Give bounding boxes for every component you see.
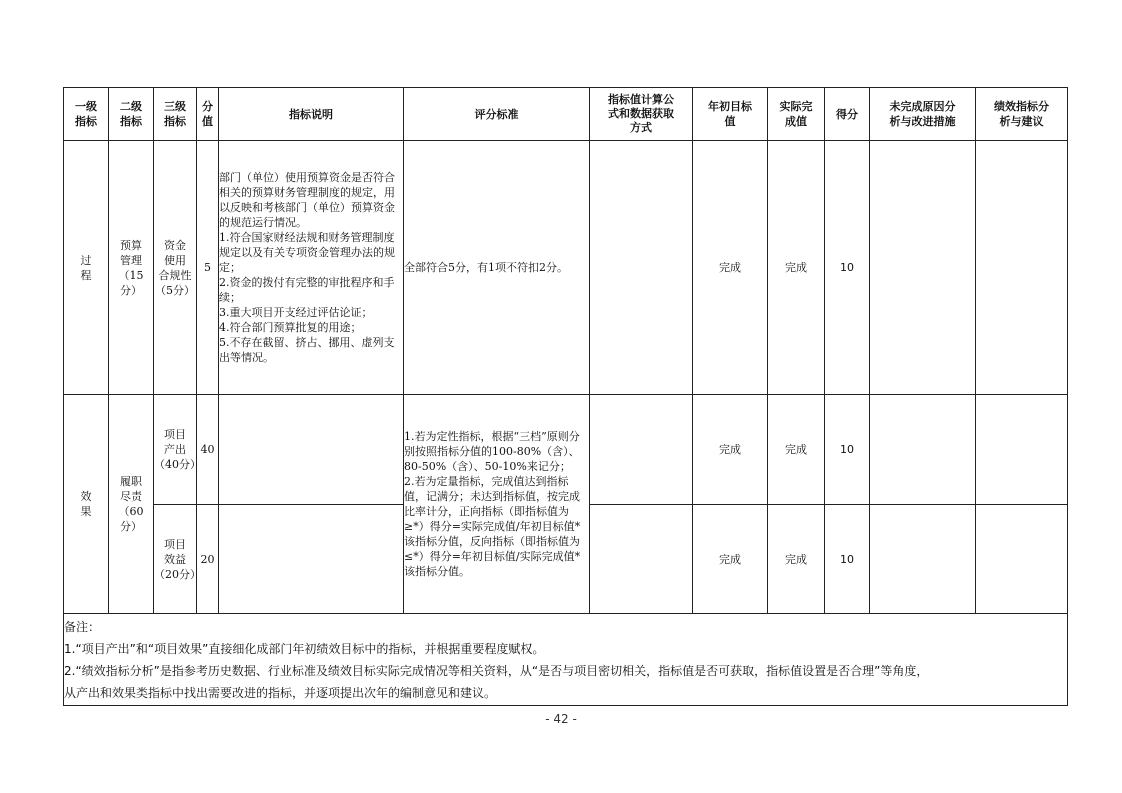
output-actual: 完成 bbox=[768, 395, 825, 505]
header-got-score: 得分 bbox=[825, 88, 870, 141]
benefit-level3: 项目 效益 （20分） bbox=[154, 505, 197, 614]
notes-cell bbox=[64, 614, 1068, 706]
effect-level1: 效 果 bbox=[64, 395, 109, 614]
header-reason: 未完成原因分 析与改进措施 bbox=[870, 88, 976, 141]
output-score: 40 bbox=[197, 395, 219, 505]
header-level1: 一级 指标 bbox=[64, 88, 109, 141]
process-description: 部门（单位）使用预算资金是否符合相关的预算财务管理制度的规定，用以反映和考核部门（单位）预算资金的规范运行情况。 1.符合国家财经法规和财务管理制度规定以及有关专项资金管理办法的规定； 2.资金的拨付有完整的审批程序和手续； 3.重大项目开支经过评估论证； 4.符合部门预算批复的用途； 5.不存在截留、挤占、挪用、虚列支出等情况。 bbox=[219, 141, 404, 395]
effect-level2: 履职 尽责 （60 分） bbox=[109, 395, 154, 614]
header-actual: 实际完 成值 bbox=[768, 88, 825, 141]
header-row bbox=[64, 88, 1068, 141]
notes-line-1: 1.“项目产出”和“项目效果”直接细化成部门年初绩效目标中的指标，并根据重要程度赋权。 bbox=[64, 641, 545, 656]
header-score: 分 值 bbox=[197, 88, 219, 141]
output-got-score: 10 bbox=[825, 395, 870, 505]
process-formula bbox=[590, 141, 693, 395]
effect-output-row bbox=[64, 395, 1068, 505]
notes-line-3: 从产出和效果类指标中找出需要改进的指标，并逐项提出次年的编制意见和建议。 bbox=[64, 685, 497, 700]
benefit-reason bbox=[870, 505, 976, 614]
header-description: 指标说明 bbox=[219, 88, 404, 141]
process-reason bbox=[870, 141, 976, 395]
process-analysis bbox=[976, 141, 1068, 395]
process-criteria: 全部符合5分，有1项不符扣2分。 bbox=[404, 141, 590, 395]
effect-criteria: 1.若为定性指标，根据“三档”原则分别按照指标分值的100-80%（含）、80-50%（含）、50-10%来记分； 2.若为定量指标，完成值达到指标值，记满分；未达到指标值，按完成比率计分，正向指标（即指标值为≥*）得分=实际完成值/年初目标值*该指标分值，反向指标（即指标值为≤*）得分=年初目标值/实际完成值*该指标分值。 bbox=[404, 395, 590, 614]
benefit-got-score: 10 bbox=[825, 505, 870, 614]
process-got-score: 10 bbox=[825, 141, 870, 395]
header-target: 年初目标 值 bbox=[693, 88, 768, 141]
header-level3: 三级 指标 bbox=[154, 88, 197, 141]
output-formula bbox=[590, 395, 693, 505]
process-actual: 完成 bbox=[768, 141, 825, 395]
notes-line-2: 2.“绩效指标分析”是指参考历史数据、行业标准及绩效目标实际完成情况等相关资料，从“是否与项目密切相关，指标值是否可获取，指标值设置是否合理”等角度， bbox=[64, 663, 929, 678]
process-level3: 资金 使用 合规性 （5分） bbox=[154, 141, 197, 395]
benefit-analysis bbox=[976, 505, 1068, 614]
benefit-description bbox=[219, 505, 404, 614]
performance-table bbox=[63, 87, 1068, 706]
process-level1: 过 程 bbox=[64, 141, 109, 395]
output-analysis bbox=[976, 395, 1068, 505]
benefit-formula bbox=[590, 505, 693, 614]
benefit-score: 20 bbox=[197, 505, 219, 614]
process-row bbox=[64, 141, 1068, 395]
header-analysis: 绩效指标分 析与建议 bbox=[976, 88, 1068, 141]
benefit-actual: 完成 bbox=[768, 505, 825, 614]
notes-row bbox=[64, 614, 1068, 706]
output-level3: 项目 产出 （40分） bbox=[154, 395, 197, 505]
header-formula: 指标值计算公 式和数据获取 方式 bbox=[590, 88, 693, 141]
page-number: - 42 - bbox=[545, 712, 577, 726]
output-description bbox=[219, 395, 404, 505]
output-target: 完成 bbox=[693, 395, 768, 505]
output-reason bbox=[870, 395, 976, 505]
header-criteria: 评分标准 bbox=[404, 88, 590, 141]
header-level2: 二级 指标 bbox=[109, 88, 154, 141]
benefit-target: 完成 bbox=[693, 505, 768, 614]
notes-title: 备注： bbox=[64, 619, 101, 634]
process-score: 5 bbox=[197, 141, 219, 395]
process-level2: 预算 管理 （15 分） bbox=[109, 141, 154, 395]
process-target: 完成 bbox=[693, 141, 768, 395]
